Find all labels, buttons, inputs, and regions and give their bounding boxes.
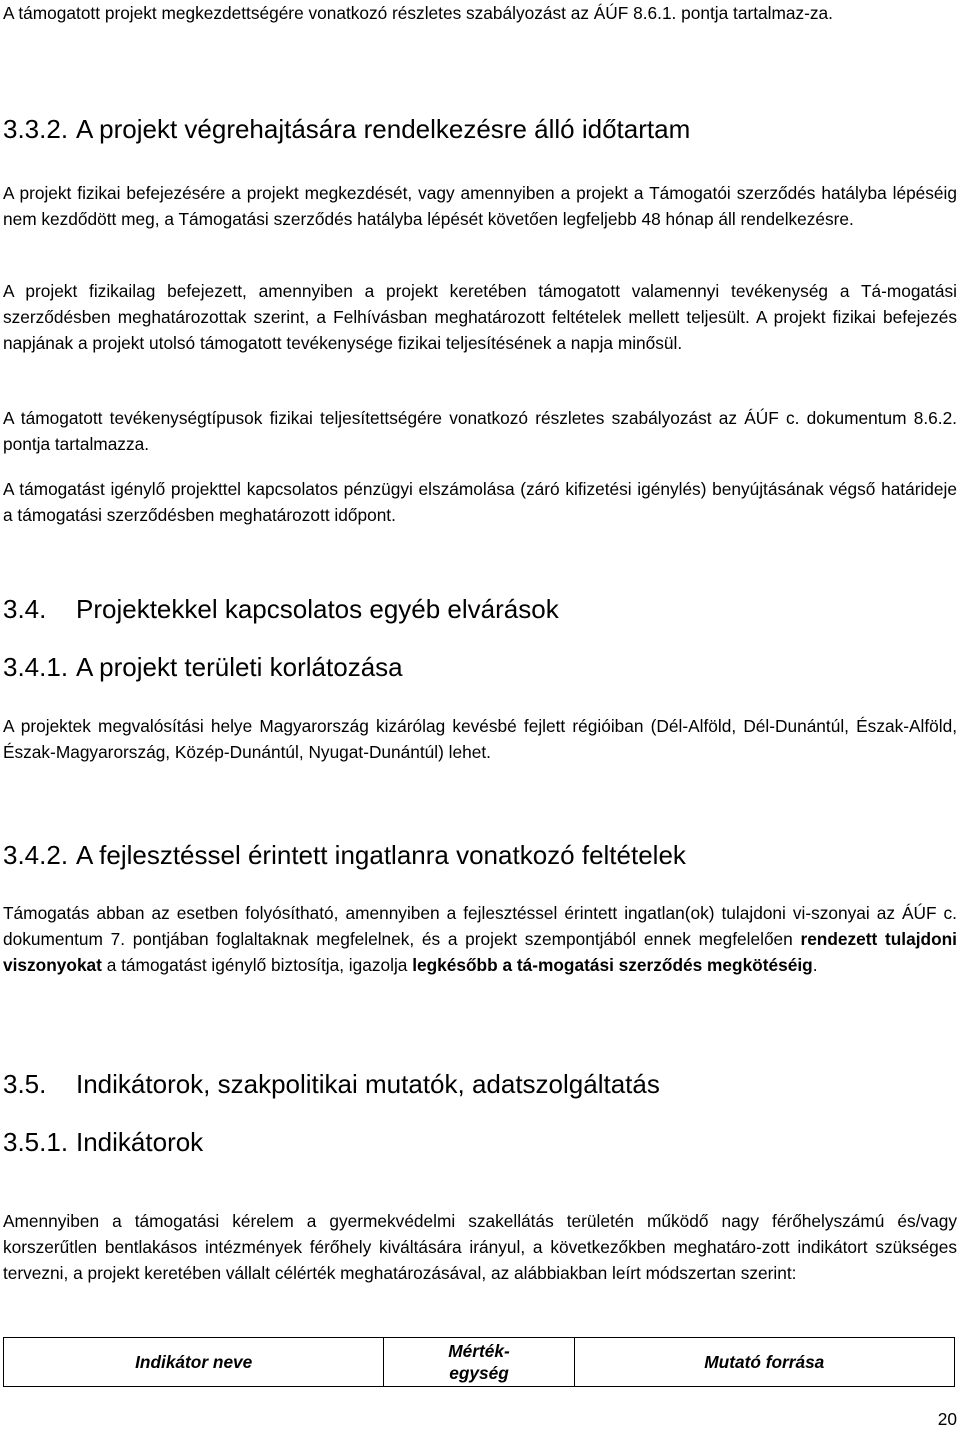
heading-number: 3.4. [3,594,47,624]
paragraph-property-conditions [3,900,957,978]
paragraph-duration: A projekt fizikai befejezésére a projekt megkezdését, vagy amennyiben a projekt a Támogatói szerződés hatályba lépéséig nem kezdődött meg, a Támogatási szerződés hatályba lépését követően legfeljebb 48 hónap áll rendelkezésre. [3,183,957,229]
table-header-row [4,1338,955,1387]
text-run: Támogatás abban az esetben folyósítható, amennyiben a fejlesztéssel érintett ingatlan(ok) tulajdoni vi-szonyai az ÁÚF c. dokumentum 7. pontjában foglaltaknak megfelelnek, és a projekt szempontjából ennek megfelelően [3,903,957,949]
heading-3-4-1 [3,650,403,684]
paragraph-activity-types: A támogatott tevékenységtípusok fizikai teljesítettségére vonatkozó részletes szabályozást az ÁÚF c. dokumentum 8.6.2. pontja tartalmazza. [3,408,957,454]
table-header-unit [384,1338,574,1387]
heading-number: 3.5.1. [3,1127,69,1157]
text-run: . [812,955,818,975]
heading-3-4 [3,592,559,626]
heading-title: Indikátorok, szakpolitikai mutatók, adatszolgáltatás [76,1069,660,1099]
bold-text-run: rendezett tulajdoni viszonyokat [3,929,957,975]
table-header-indicator-name: Indikátor neve [4,1338,384,1387]
heading-number: 3.4.1. [3,652,69,682]
paragraph-indicators: Amennyiben a támogatási kérelem a gyermekvédelmi szakellátás területén működő nagy férőhelyszámú és/vagy korszerűtlen bentlakásos intézmények férőhely kiváltására irányul, a következőkben meghatáro-zott indikátort szükséges tervezni, a projekt keretében vállalt célérték meghatározásával, az alábbiakban leírt módszertan szerint: [3,1211,957,1283]
heading-3-5 [3,1067,660,1101]
paragraph-territorial-restriction: A projektek megvalósítási helye Magyarország kizárólag kevésbé fejlett régióiban (Dél-Alföld, Dél-Dunántúl, Észak-Alföld, Észak-Magyarország, Közép-Dunántúl, Nyugat-Dunántúl) lehet. [3,716,957,762]
text-run: a támogatást igénylő biztosítja, igazolja [101,955,413,975]
paragraph-financial-settlement: A támogatást igénylő projekttel kapcsolatos pénzügyi elszámolása (záró kifizetési igénylés) benyújtásának végső határideje a támogatási szerződésben meghatározott időpont. [3,479,957,525]
header-line: Mérték- [448,1341,510,1361]
heading-number: 3.5. [3,1069,47,1099]
heading-title: A projekt területi korlátozása [76,652,403,682]
heading-title: Indikátorok [76,1127,204,1157]
bold-text-run: legkésőbb a tá-mogatási szerződés megkötéséig [412,955,813,975]
heading-title: A fejlesztéssel érintett ingatlanra vonatkozó feltételek [76,840,686,870]
page-number: 20 [937,1409,957,1429]
paragraph-physical-completion: A projekt fizikailag befejezett, amennyiben a projekt keretében támogatott valamennyi tevékenység a Tá-mogatási szerződésben meghatározottak szerint, a Felhívásban meghatározott feltételek mellett teljesült. A projekt fizikai befejezés napjának a projekt utolsó támogatott tevékenysége fizikai teljesítésének a napja minősül. [3,281,957,353]
table-header-source: Mutató forrása [574,1338,954,1387]
heading-number: 3.3.2. [3,114,69,144]
heading-3-3-2 [3,112,690,146]
paragraph-intro: A támogatott projekt megkezdettségére vonatkozó részletes szabályozást az ÁÚF 8.6.1. pontja tartalmaz-za. [3,3,833,23]
heading-number: 3.4.2. [3,840,69,870]
header-line: egység [449,1363,509,1383]
heading-title: Projektekkel kapcsolatos egyéb elvárások [76,594,559,624]
heading-title: A projekt végrehajtására rendelkezésre álló időtartam [76,114,691,144]
heading-3-4-2 [3,838,686,872]
heading-3-5-1 [3,1125,203,1159]
indicator-table [3,1337,955,1387]
